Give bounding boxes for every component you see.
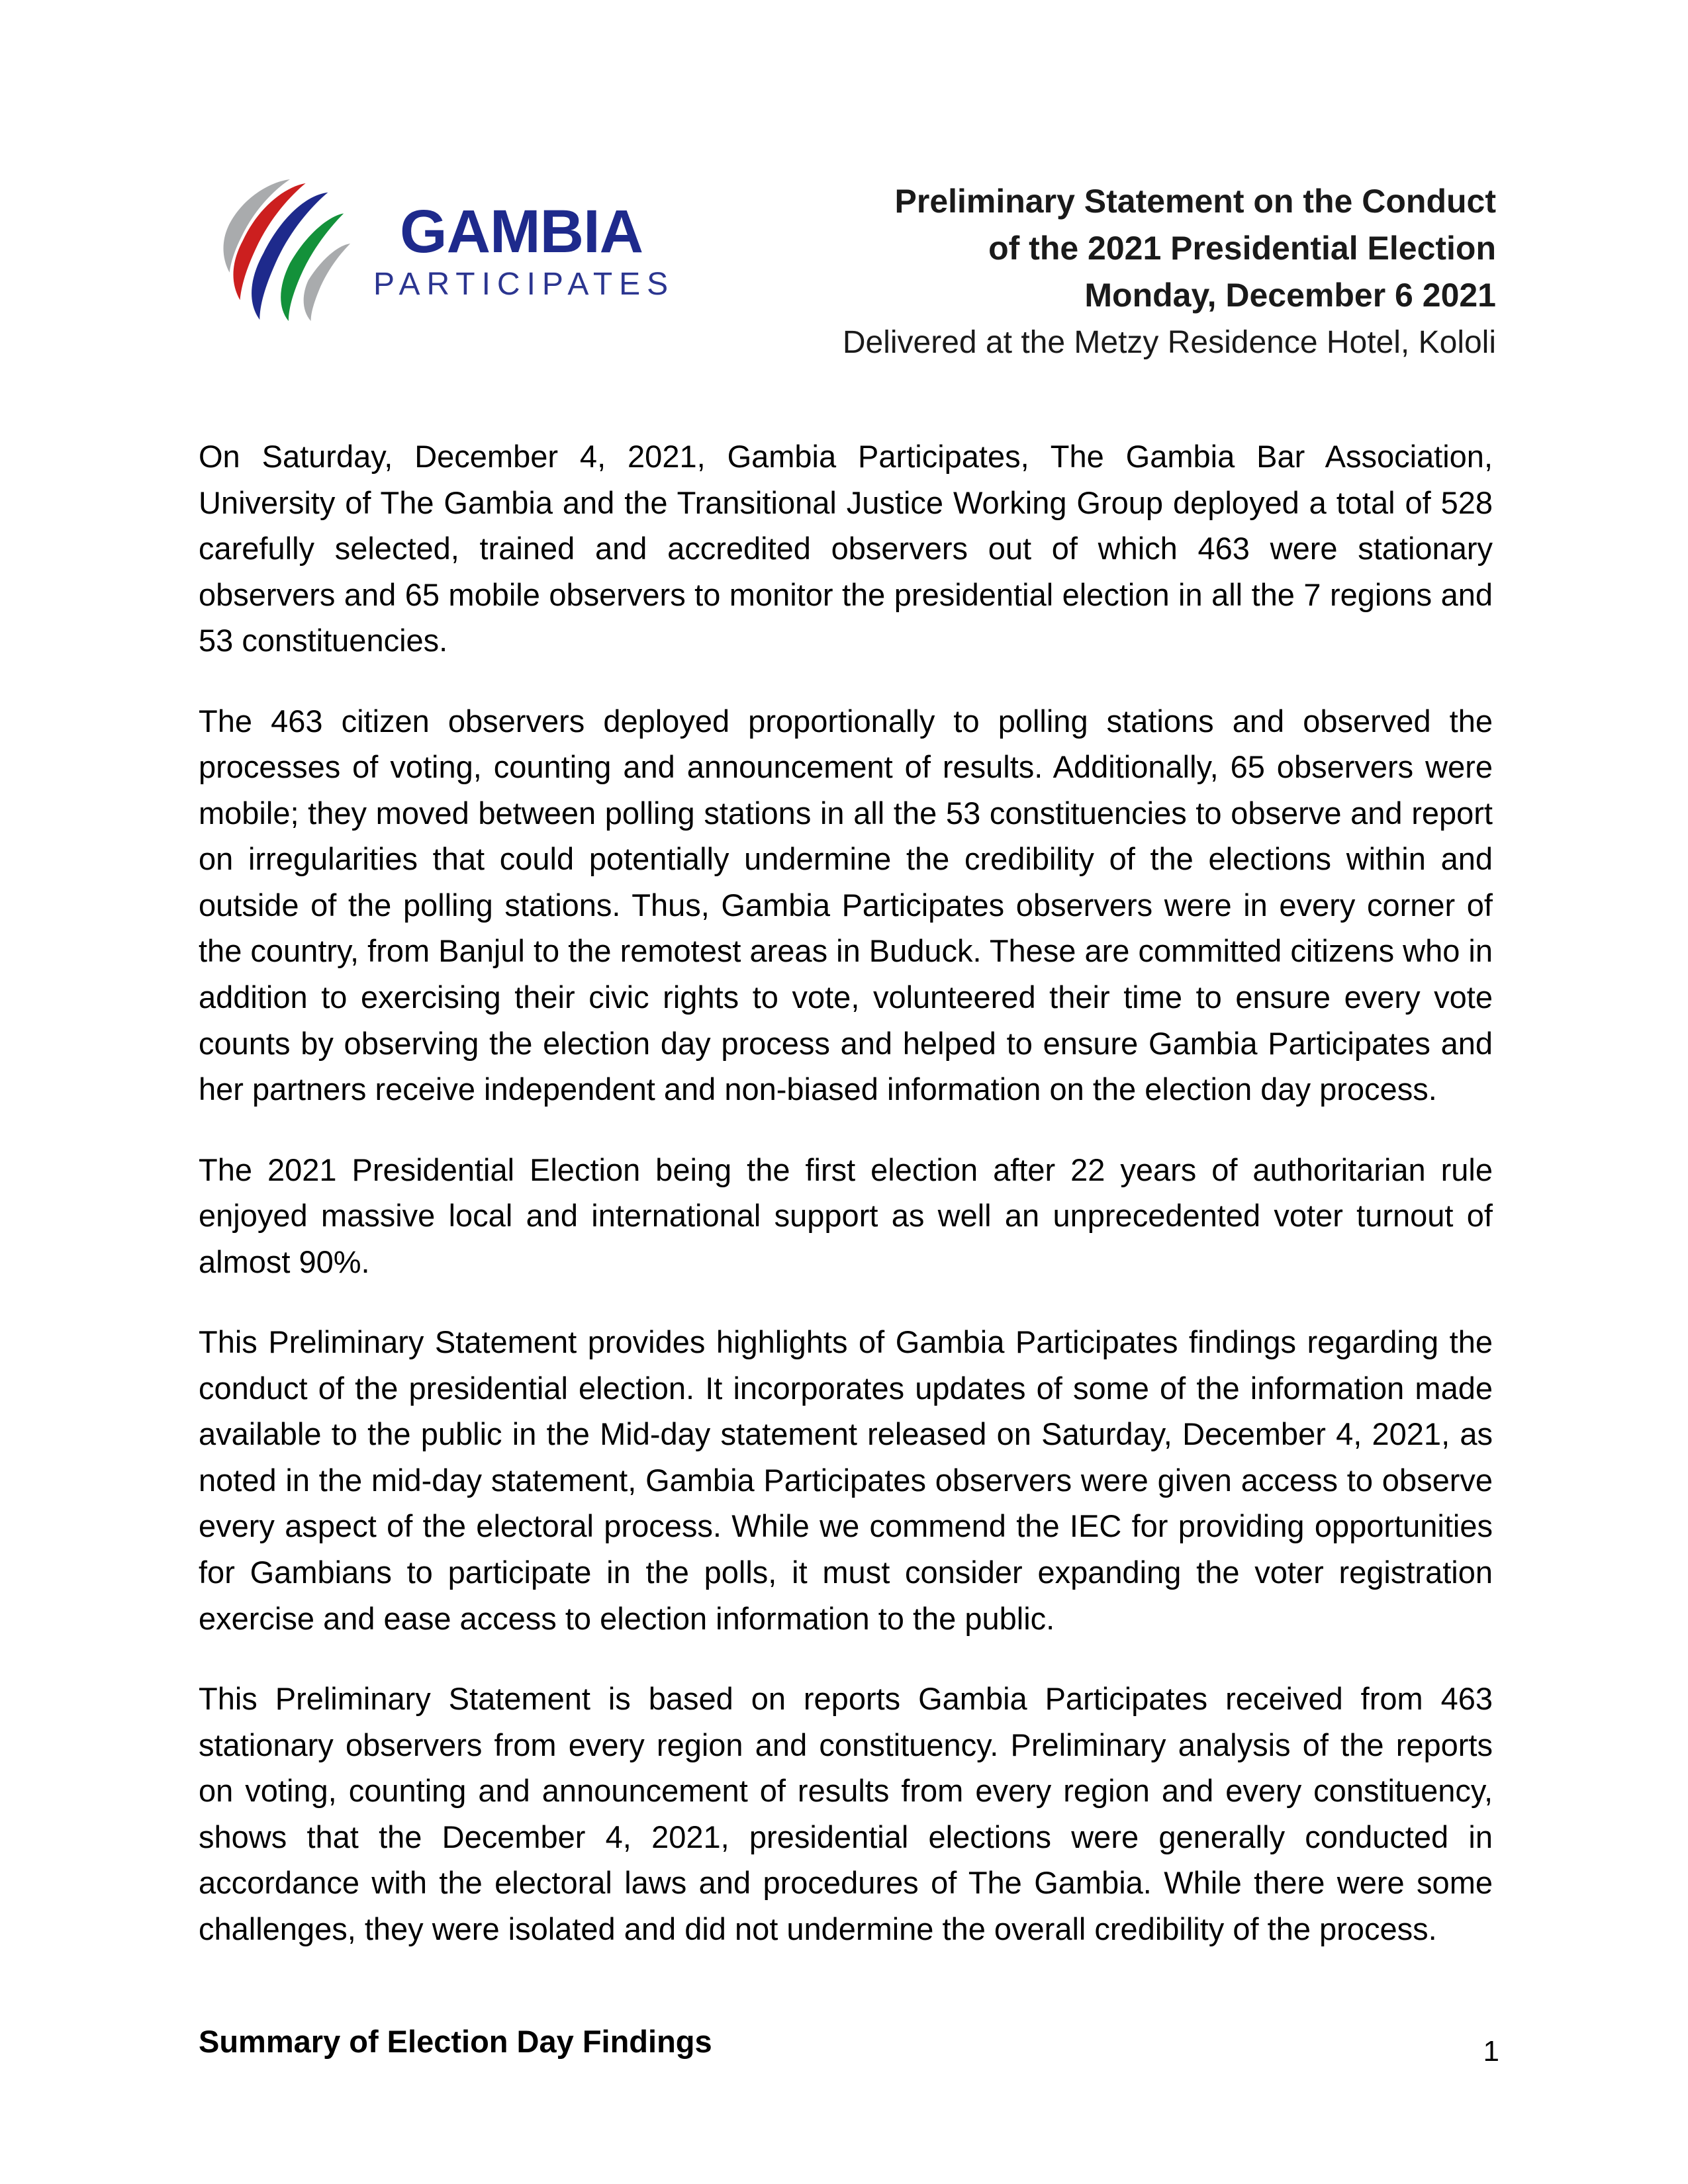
globe-swirl-icon	[199, 175, 365, 326]
title-line-3-date: Monday, December 6 2021	[1084, 277, 1496, 314]
section-heading-summary: Summary of Election Day Findings	[199, 2024, 712, 2060]
body-paragraph: The 463 citizen observers deployed proportionally to polling stations and observed the processes of voting, counting and announcement of results. Additionally, 65 observers were mobile; they moved between polling stations in all the 53 constituencies to observe and report on irregularities that could potentially undermine the credibility of the elections within and outside of the polling stations. Thus, Gambia Participates observers were in every corner of the country, from Banjul to the remotest areas in Buduck. These are committed citizens who in addition to exercising their civic rights to vote, volunteered their time to ensure every vote counts by observing the election day process and helped to ensure Gambia Participates and her partners receive independent and non-biased information on the election day process.	[199, 703, 1493, 1107]
document-body	[199, 433, 1493, 2060]
document-title-block	[741, 169, 1496, 365]
body-paragraph: This Preliminary Statement is based on reports Gambia Participates received from 463 stationary observers from every region and constituency. Preliminary analysis of the reports on voting, counting and announcement of results from every region and every constituency, shows that the December 4, 2021, presidential elections were generally conducted in accordance with the electoral laws and procedures of The Gambia. While there were some challenges, they were isolated and did not undermine the overall credibility of the process.	[199, 1681, 1493, 1946]
logo-subtitle: PARTICIPATES	[373, 267, 675, 302]
body-paragraph: The 2021 Presidential Election being the first election after 22 years of authoritarian rule enjoyed massive local and international support as well an unprecedented voter turnout of almost 90%.	[199, 1152, 1493, 1279]
section-heading-wrap	[199, 2023, 1493, 2060]
document-header	[199, 169, 1496, 365]
title-line-2: of the 2021 Presidential Election	[988, 230, 1496, 267]
organization-logo	[199, 169, 675, 326]
logo-wordmark	[368, 199, 675, 303]
logo-title: GAMBIA	[400, 197, 643, 265]
body-paragraph: On Saturday, December 4, 2021, Gambia Participates, The Gambia Bar Association, University of The Gambia and the Transitional Justice Working Group deployed a total of 528 carefully selected, trained and accredited observers out of which 463 were stationary observers and 65 mobile observers to monitor the presidential election in all the 7 regions and 53 constituencies.	[199, 439, 1493, 659]
title-venue-line: Delivered at the Metzy Residence Hotel, Kololi	[842, 325, 1496, 360]
page-number: 1	[1483, 2035, 1499, 2068]
title-line-1: Preliminary Statement on the Conduct	[894, 183, 1496, 220]
body-paragraph: This Preliminary Statement provides highlights of Gambia Participates findings regarding the conduct of the presidential election. It incorporates updates of some of the information made available to the public in the Mid-day statement released on Saturday, December 4, 2021, as noted in the mid-day statement, Gambia Participates observers were given access to observe every aspect of the electoral process. While we commend the IEC for providing opportunities for Gambians to participate in the polls, it must consider expanding the voter registration exercise and ease access to election information to the public.	[199, 1324, 1493, 1636]
